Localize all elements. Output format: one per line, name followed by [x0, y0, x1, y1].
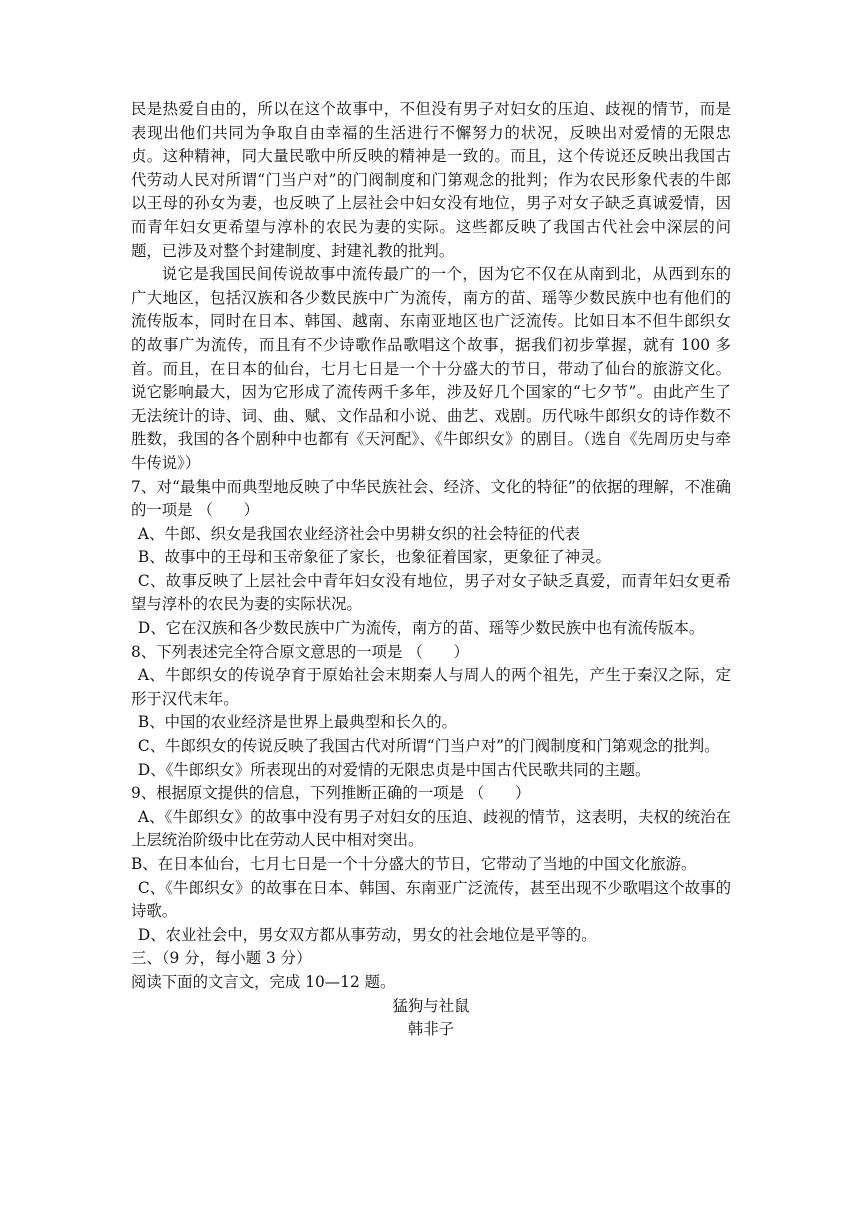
- question-9-option-a: A、《牛郎织女》的故事中没有男子对妇女的压迫、歧视的情节，这表明，夫权的统治在上层统治阶级中比在劳动人民中相对突出。: [131, 807, 731, 850]
- question-9-option-b: B、在日本仙台，七月七日是一个十分盛大的节日，它带动了当地的中国文化旅游。: [131, 855, 697, 873]
- section-3-heading: 三、（9 分，每小题 3 分）: [131, 949, 312, 968]
- question-7-option-b: B、故事中的王母和玉帝象征了家长，也象征着国家，更象征了神灵。: [137, 548, 611, 567]
- classical-text-author: 韩非子: [407, 1020, 455, 1039]
- question-8-option-a: A、牛郎织女的传说孕育于原始社会末期秦人与周人的两个祖先，产生于秦汉之际，定形于汉代末年。: [131, 666, 731, 708]
- question-7-stem: 7、对“最集中而典型地反映了中华民族社会、经济、文化的特征”的依据的理解，不准确的一项是 （ ）: [131, 477, 731, 520]
- question-9-option-c: C、《牛郎织女》的故事在日本、韩国、东南亚广泛流传，甚至出现不少歌唱这个故事的诗歌。: [131, 878, 731, 921]
- question-9-option-d: D、农业社会中，男女双方都从事劳动，男女的社会地位是平等的。: [137, 925, 597, 944]
- passage-paragraph-1: 民是热爱自由的，所以在这个故事中，不但没有男子对妇女的压迫、歧视的情节，而是表现出他们共同为争取自由幸福的生活进行不懈努力的状况，反映出对爱情的无限忠贞。这种精神，同大量民歌中所反映的精神是一致的。而且，这个传说还反映出我国古代劳动人民对所谓“门当户对”的门阀制度和门第观念的批判；作为农民形象代表的牛郎以王母的孙女为妻，也反映了上层社会中妇女没有地位，男子对女子缺乏真诚爱情，因而青年妇女更希望与淳朴的农民为妻的实际。这些都反映了我国古代社会中深层的问题，已涉及对整个封建制度、封建礼教的批判。: [131, 100, 731, 260]
- question-8-option-d: D、《牛郎织女》所表现出的对爱情的无限忠贞是中国古代民歌共同的主题。: [137, 760, 651, 779]
- question-8-option-c: C、牛郎织女的传说反映了我国古代对所谓“门当户对”的门阀制度和门第观念的批判。: [137, 737, 720, 756]
- passage-paragraph-2: 说它是我国民间传说故事中流传最广的一个，因为它不仅在从南到北，从西到东的广大地区，包括汉族和各少数民族中广为流传，南方的苗、瑶等少数民族中也有他们的流传版本，同时在日本、韩国、越南、东南亚地区也广泛流传。比如日本不但牛郎织女的故事广为流传，而且有不少诗歌作品歌唱这个故事，据我们初步掌握，就有 100 多首。而且，在日本的仙台，七月七日是一个十分盛大的节日，带动了仙台的旅游文化。说它影响最大，因为它形成了流传两千多年，涉及好几个国家的“七夕节”。由此产生了无法统计的诗、词、曲、赋、文作品和小说、曲艺、戏剧。历代咏牛郎织女的诗作数不胜数，我国的各个剧种中也都有《天河配》、《牛郎织女》的剧目。（选自《先周历史与牵牛传说》）: [131, 265, 731, 472]
- document-page: [131, 98, 731, 1042]
- classical-text-title: 猛狗与社鼠: [392, 996, 470, 1015]
- question-7-option-c: C、故事反映了上层社会中青年妇女没有地位，男子对女子缺乏真爱，而青年妇女更希望与淳朴的农民为妻的实际状况。: [131, 571, 731, 614]
- question-8-option-b: B、中国的农业经济是世界上最典型和长久的。: [137, 713, 458, 732]
- question-8-stem: 8、下列表述完全符合原文意思的一项是 （ ）: [131, 642, 469, 661]
- question-7-option-a: A、牛郎、织女是我国农业经济社会中男耕女织的社会特征的代表: [137, 524, 580, 543]
- question-7-option-d: D、它在汉族和各少数民族中广为流传，南方的苗、瑶等少数民族中也有流传版本。: [137, 619, 705, 638]
- question-9-stem: 9、根据原文提供的信息，下列推断正确的一项是 （ ）: [131, 784, 531, 803]
- section-3-instruction: 阅读下面的文言文，完成 10—12 题。: [131, 972, 396, 991]
